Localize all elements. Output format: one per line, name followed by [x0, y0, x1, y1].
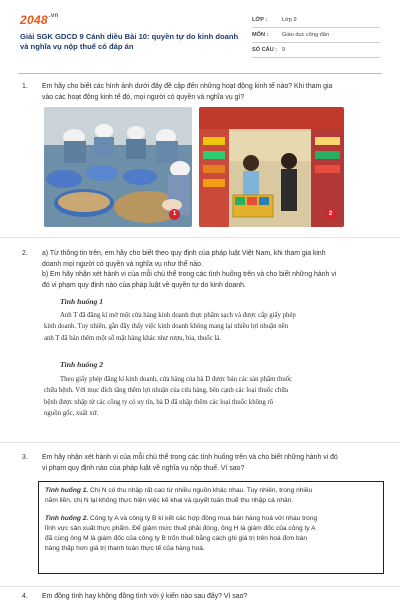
question-number: 1. [22, 83, 28, 90]
meta-key: LỚP : [252, 17, 268, 23]
text-line: Em hãy cho biết các hình ảnh dưới đây đề cập đến những hoạt động kinh tế nào? Khi tham gia [42, 83, 333, 90]
text-line: Chị N có thu nhập rất cao từ nhiều nguồn khác nhau. Tuy nhiên, trong nhiều [88, 487, 313, 494]
text-line: kinh doanh. Tuy nhiên, gần đây thấy việc kinh doanh không mang lại nhiều lợi nhuận nên [44, 323, 289, 331]
section-divider [0, 237, 400, 238]
supermarket-illustration [199, 107, 344, 227]
question-text [42, 592, 384, 600]
meta-key: SỐ CÂU : [252, 47, 278, 53]
question-number: 2. [22, 250, 28, 257]
meta-key: MÔN : [252, 32, 269, 38]
case-2-body [44, 374, 386, 420]
case-box-line: năm liền, chị N lại không thực hiện việc kê khai và quyết toán thuế thu nhập cá nhân. [45, 497, 294, 504]
case-box-line: đã cùng ông M là giám đốc của công ty B trốn thuế bằng cách ghi giá trị trên hoá đơn bán [45, 535, 308, 542]
text-line: anh T đã bán thêm một số mặt hàng khác như rượu, bia, thuốc lá. [44, 334, 222, 342]
logo-suffix: .vn [48, 13, 59, 19]
meta-row-class [252, 13, 380, 28]
document-title: Giải SGK GDCD 9 Cánh diều Bài 10: quyền tự do kinh doanh và nghĩa vụ nộp thuế có đáp án [20, 32, 239, 51]
meta-value: Giáo dục công dân [282, 32, 329, 38]
text-line: Anh T đã đăng kí mở một cửa hàng kinh doanh thực phẩm sạch và được cấp giấy phép [60, 312, 296, 319]
case-box-line: lĩnh vực sản xuất thực phẩm. Để giảm mức thuế phải đóng, ông H là giám đốc của công ty A [45, 525, 316, 532]
photo-supermarket [199, 107, 344, 227]
text-line: Em hãy nhận xét hành vi của mỗi chủ thể trong các tình huống trên và cho biết những hành vi đó [42, 454, 338, 461]
meta-value: 9 [282, 47, 286, 53]
photo-badge-2: 2 [325, 209, 336, 220]
meta-row-subject [252, 28, 380, 43]
header-rule [18, 73, 382, 74]
text-line: vào các hoạt động kinh tế đó, mọi người có quyền và nghĩa vụ gì? [42, 93, 245, 101]
text-line: nguồn gốc, xuất xứ. [44, 410, 99, 418]
document-meta [252, 13, 380, 58]
case-label: Tình huống 1. [45, 487, 89, 494]
section-divider [0, 442, 400, 443]
logo-text: 2048 [20, 13, 48, 27]
text-line: b) Em hãy nhận xét hành vi của mỗi chủ thể trong các tình huống trên và cho biết những hành vi [42, 271, 337, 278]
case-box-line [45, 514, 379, 524]
text-line: chữa bệnh. Vời mục đích tăng thêm lợi nhuận của cửa hàng, bên cạnh các loại thuốc chữa [44, 387, 289, 395]
page-header [0, 0, 400, 66]
meta-value: Lớp 9 [282, 17, 297, 23]
text-line: đó vi phạm quy định nào của pháp luật về quyền tự do kinh doanh. [42, 281, 246, 289]
question-4 [22, 592, 384, 600]
question-text [42, 249, 384, 291]
question-3 [22, 453, 384, 477]
case-box [38, 481, 384, 574]
case-1-body [44, 310, 386, 344]
site-logo[interactable] [20, 13, 58, 27]
section-divider [0, 586, 400, 587]
text-line: Em đồng tình hay không đồng tình với ý kiến nào sau đây? Vì sao? [42, 593, 248, 600]
photo-badge-1: 1 [169, 209, 180, 220]
question-text [42, 453, 384, 474]
case-2-title: Tình huống 2 [60, 360, 104, 369]
seafood-processing-illustration [44, 107, 192, 227]
case-box-line [45, 486, 379, 496]
case-label: Tình huống 2. [45, 515, 89, 522]
text-line: bệnh được nhập từ các công ty có uy tín, bà D đã nhập thêm các loại thuốc không rõ [44, 398, 274, 406]
case-box-line: hàng thấp hơn giá trị thanh toán thực tế của hàng hoá. [45, 545, 205, 552]
question-text [42, 82, 384, 103]
text-line: Theo giấy phép đăng kí kinh doanh, cửa hàng của bà D được bán các sản phẩm thuốc [60, 376, 293, 383]
text-line: Công ty A và công ty B kí kết các hợp đồng mua bán hàng hoá với nhau trong [88, 515, 318, 522]
case-1-title: Tình huống 1 [60, 297, 104, 306]
text-line: vi phạm quy định nào của pháp luật về nghĩa vụ nộp thuế. Vì sao? [42, 464, 245, 472]
photo-seafood-processing [44, 107, 192, 227]
text-line: doanh mọi người có quyền và nghĩa vụ như thế nào. [42, 260, 203, 268]
text-line: a) Từ thông tin trên, em hãy cho biết theo quy định của pháp luật Việt Nam, khi tham gia kinh [42, 250, 326, 257]
question-2 [22, 249, 384, 295]
question-number: 3. [22, 454, 28, 461]
question-number: 4. [22, 593, 28, 600]
meta-row-count [252, 43, 380, 58]
question-1 [22, 82, 384, 106]
